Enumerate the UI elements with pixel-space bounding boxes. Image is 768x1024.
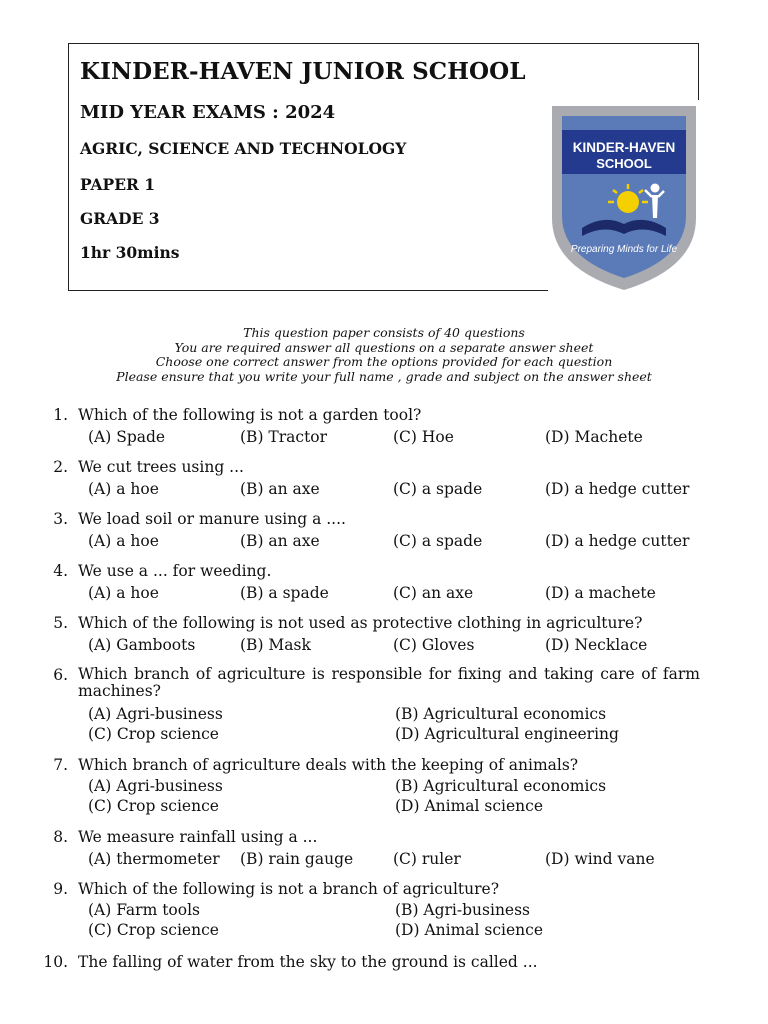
option-d[interactable]: (D) a machete xyxy=(545,584,656,602)
question-number: 8. xyxy=(53,828,68,846)
logo-motto: Preparing Minds for Life xyxy=(570,244,678,255)
option-a[interactable]: (A) Farm tools xyxy=(88,901,200,919)
question-text: We measure rainfall using a ... xyxy=(78,828,318,846)
option-b[interactable]: (B) an axe xyxy=(240,532,320,550)
question-number: 2. xyxy=(53,458,68,476)
option-a[interactable]: (A) Agri-business xyxy=(88,705,223,723)
option-d[interactable]: (D) Animal science xyxy=(395,797,544,815)
logo-line2: SCHOOL xyxy=(596,156,652,171)
question-text: Which of the following is not used as protective clothing in agriculture? xyxy=(78,614,643,632)
subject-title: AGRIC, SCIENCE AND TECHNOLOGY xyxy=(80,139,407,158)
school-logo xyxy=(548,100,700,294)
option-c[interactable]: (C) a spade xyxy=(393,480,483,498)
paper-label: PAPER 1 xyxy=(80,175,156,194)
instruction-line: Please ensure that you write your full name , grade and subject on the answer sheet xyxy=(116,368,652,384)
option-d[interactable]: (D) Animal science xyxy=(395,921,544,939)
question-number: 1. xyxy=(53,406,68,424)
option-b[interactable]: (B) Agricultural economics xyxy=(395,705,607,723)
question-text: Which of the following is not a branch of agriculture? xyxy=(78,880,500,898)
option-b[interactable]: (B) Tractor xyxy=(240,428,328,446)
option-d[interactable]: (D) wind vane xyxy=(545,850,655,868)
grade-label: GRADE 3 xyxy=(80,209,160,228)
option-b[interactable]: (B) an axe xyxy=(240,480,320,498)
option-a[interactable]: (A) Spade xyxy=(88,428,166,446)
exam-title: MID YEAR EXAMS : 2024 xyxy=(80,102,336,123)
instruction-line: You are required answer all questions on a separate answer sheet xyxy=(174,339,594,355)
option-a[interactable]: (A) a hoe xyxy=(88,532,159,550)
option-c[interactable]: (C) Crop science xyxy=(88,797,219,815)
option-c[interactable]: (C) Hoe xyxy=(393,428,454,446)
question-text: The falling of water from the sky to the ground is called ... xyxy=(78,953,538,971)
option-d[interactable]: (D) a hedge cutter xyxy=(545,532,690,550)
option-c[interactable]: (C) Crop science xyxy=(88,725,219,743)
option-a[interactable]: (A) a hoe xyxy=(88,584,159,602)
question-number: 10. xyxy=(43,953,68,971)
option-d[interactable]: (D) a hedge cutter xyxy=(545,480,690,498)
option-b[interactable]: (B) Mask xyxy=(240,636,311,654)
question-text: We use a ... for weeding. xyxy=(78,562,272,580)
question-number: 4. xyxy=(53,562,68,580)
option-d[interactable]: (D) Agricultural engineering xyxy=(395,725,619,743)
question-text: Which branch of agriculture deals with the keeping of animals? xyxy=(78,756,579,774)
option-a[interactable]: (A) Gamboots xyxy=(88,636,196,654)
question-text: Which branch of agriculture is responsible for fixing and taking care of farm machines? xyxy=(78,665,700,700)
option-b[interactable]: (B) a spade xyxy=(240,584,329,602)
option-b[interactable]: (B) Agri-business xyxy=(395,901,531,919)
option-c[interactable]: (C) Gloves xyxy=(393,636,475,654)
option-a[interactable]: (A) Agri-business xyxy=(88,777,223,795)
question-number: 3. xyxy=(53,510,68,528)
question-text: We cut trees using ... xyxy=(78,458,244,476)
option-c[interactable]: (C) a spade xyxy=(393,532,483,550)
instruction-line: This question paper consists of 40 questions xyxy=(243,325,525,340)
duration-label: 1hr 30mins xyxy=(80,243,180,262)
school-name: KINDER-HAVEN JUNIOR SCHOOL xyxy=(80,58,526,85)
option-c[interactable]: (C) an axe xyxy=(393,584,474,602)
question-text: Which of the following is not a garden tool? xyxy=(78,406,422,424)
question-number: 7. xyxy=(53,756,68,774)
option-a[interactable]: (A) thermometer xyxy=(88,850,220,868)
option-c[interactable]: (C) ruler xyxy=(393,850,461,868)
option-c[interactable]: (C) Crop science xyxy=(88,921,219,939)
logo-line1: KINDER-HAVEN xyxy=(572,140,676,155)
question-number: 5. xyxy=(53,614,68,632)
question-number: 9. xyxy=(53,880,68,898)
option-a[interactable]: (A) a hoe xyxy=(88,480,159,498)
question-number: 6. xyxy=(53,666,68,684)
instructions xyxy=(40,326,728,384)
instruction-line: Choose one correct answer from the options provided for each question xyxy=(155,354,613,370)
option-b[interactable]: (B) rain gauge xyxy=(240,850,354,868)
question-text: We load soil or manure using a .... xyxy=(78,510,346,528)
option-b[interactable]: (B) Agricultural economics xyxy=(395,777,607,795)
option-d[interactable]: (D) Machete xyxy=(545,428,643,446)
option-d[interactable]: (D) Necklace xyxy=(545,636,648,654)
